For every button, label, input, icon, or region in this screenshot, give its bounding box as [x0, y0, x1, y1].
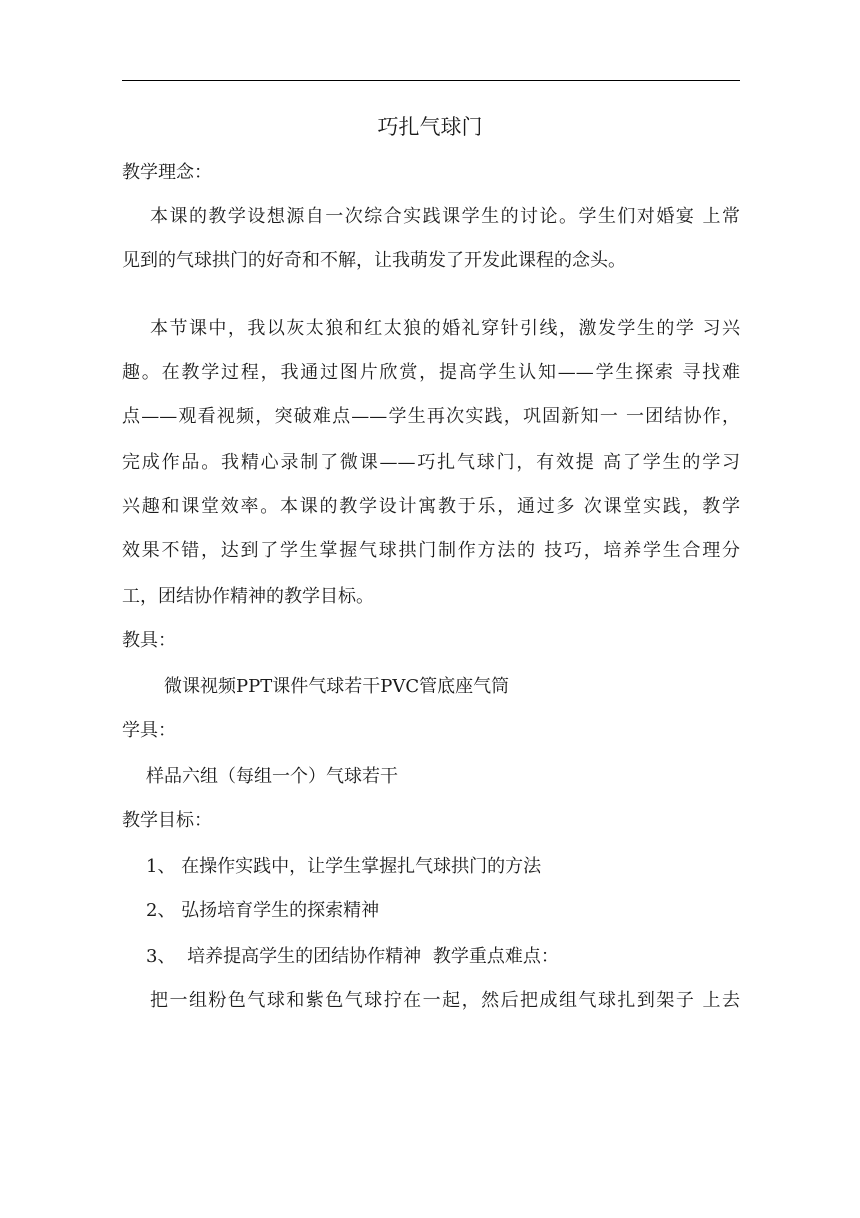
philosophy-p2-line-6: 效果不错，达到了学生掌握气球拱门制作方法的 技巧，培养学生合理分 — [122, 540, 740, 561]
goals-heading: 教学目标： — [122, 810, 212, 831]
philosophy-p2-line-1: 本节课中，我以灰太狼和红太狼的婚礼穿针引线，激发学生的学 习兴 — [150, 318, 740, 339]
philosophy-heading: 教学理念： — [122, 162, 212, 183]
key-point-text: 把一组粉色气球和紫色气球拧在一起，然后把成组气球扎到架子 上去 — [150, 990, 740, 1011]
philosophy-p2-line-7: 工，团结协作精神的教学目标。 — [122, 586, 374, 607]
philosophy-p2-line-4: 完成作品。我精心录制了微课——巧扎气球门，有效提 高了学生的学习 — [122, 452, 740, 473]
tools-heading: 教具： — [122, 630, 176, 651]
goal-item-3: 3、 培养提高学生的团结协作精神 教学重点难点： — [146, 946, 559, 967]
philosophy-p1-line-2: 见到的气球拱门的好奇和不解，让我萌发了开发此课程的念头。 — [122, 250, 626, 271]
student-tools-heading: 学具： — [122, 720, 176, 741]
student-tools-text: 样品六组（每组一个）气球若干 — [146, 766, 398, 787]
goal-item-1: 1、 在操作实践中，让学生掌握扎气球拱门的方法 — [146, 856, 542, 877]
philosophy-p1-line-1: 本课的教学设想源自一次综合实践课学生的讨论。学生们对婚宴 上常 — [150, 206, 740, 227]
goal-item-2: 2、 弘扬培育学生的探索精神 — [146, 900, 380, 921]
header-rule — [122, 80, 740, 81]
philosophy-p2-line-5: 兴趣和课堂效率。本课的教学设计寓教于乐，通过多 次课堂实践，教学 — [122, 496, 740, 517]
philosophy-p2-line-3: 点——观看视频，突破难点——学生再次实践，巩固新知一 一团结协作， — [122, 406, 740, 427]
tools-text: 微课视频PPT课件气球若干PVC管底座气筒 — [164, 676, 510, 697]
philosophy-p2-line-2: 趣。在教学过程，我通过图片欣赏，提高学生认知——学生探索 寻找难 — [122, 362, 740, 383]
page-title: 巧扎气球门 — [377, 115, 483, 139]
